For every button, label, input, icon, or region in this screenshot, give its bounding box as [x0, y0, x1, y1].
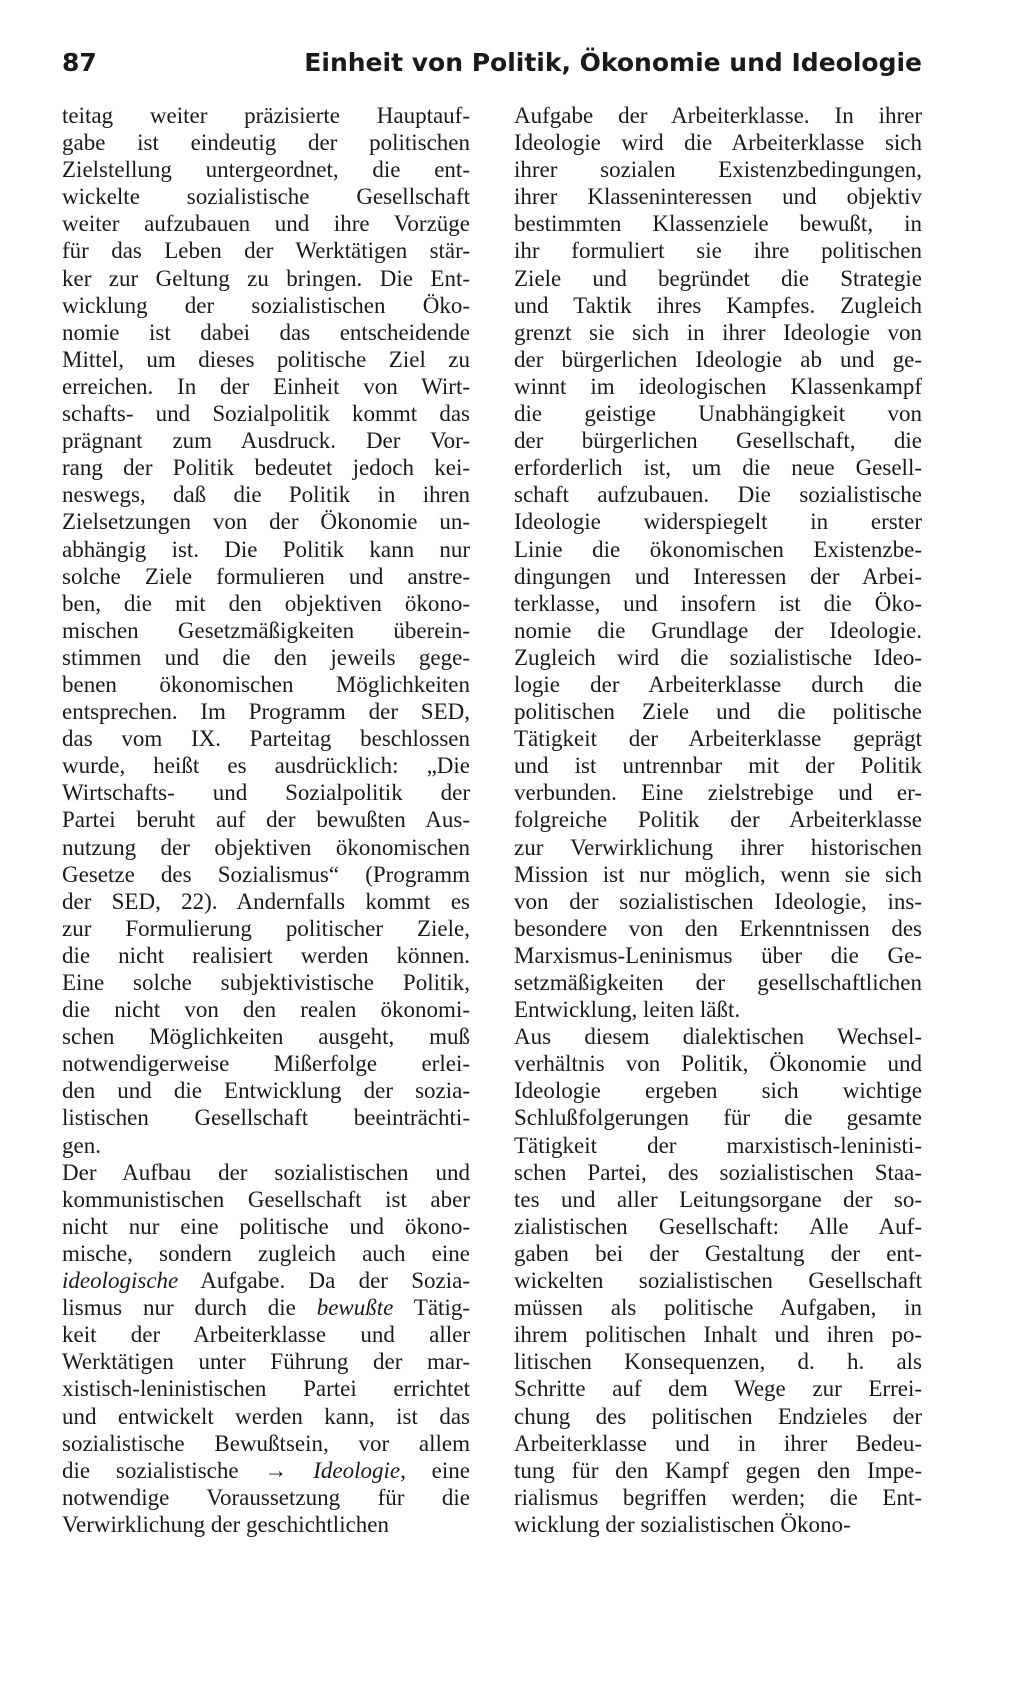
text-line: listischen Gesellschaft beeinträchti- — [62, 1105, 470, 1131]
text-line: gen. — [62, 1132, 101, 1158]
text-line: nomie ist dabei das entscheidende — [62, 319, 470, 345]
text-line: ihrer sozialen Existenzbedingungen, — [514, 157, 922, 183]
page-number: 87 — [62, 48, 97, 77]
text-line: nicht nur eine politische und ökono- — [62, 1213, 470, 1239]
text-line: müssen als politische Aufgaben, in — [514, 1295, 922, 1321]
running-title: Einheit von Politik, Ökonomie und Ideologie — [304, 48, 922, 77]
text-segment: Aufgabe. Da der Sozia- — [178, 1268, 470, 1294]
text-line: wurde, heißt es ausdrücklich: „Die — [62, 753, 470, 779]
text-line: Aus diesem dialektischen Wechsel- — [514, 1024, 922, 1050]
text-line: wickelten sozialistischen Gesellschaft — [514, 1268, 922, 1294]
text-line: Ideologie widerspiegelt in erster — [514, 509, 922, 535]
text-line: solche Ziele formulieren und anstre- — [62, 563, 470, 589]
text-line: tung für den Kampf gegen den Impe- — [514, 1457, 922, 1483]
text-line: von der sozialistischen Ideologie, ins- — [514, 888, 922, 914]
text-line: Marxismus-Leninismus über die Ge- — [514, 942, 922, 968]
text-line: politischen Ziele und die politische — [514, 699, 922, 725]
text-line: Aufgabe der Arbeiterklasse. In ihrer — [514, 103, 922, 128]
text-line: notwendige Voraussetzung für die — [62, 1484, 470, 1510]
text-line: Wirtschafts- und Sozialpolitik der — [62, 780, 470, 806]
text-line: Eine solche subjektivistische Politik, — [62, 970, 470, 995]
text-line: terklasse, und insofern ist die Öko- — [514, 590, 922, 616]
text-line: notwendigerweise Mißerfolge erlei- — [62, 1051, 470, 1077]
text-line: schen Partei, des sozialistischen Staa- — [514, 1159, 922, 1185]
text-line: chung des politischen Endzieles der — [514, 1403, 922, 1429]
text-line: gaben bei der Gestaltung der ent- — [514, 1240, 922, 1266]
text-line: kommunistischen Gesellschaft ist aber — [62, 1186, 470, 1212]
text-line: ihrer Klasseninteressen und objektiv — [514, 184, 922, 210]
text-line: sozialistische Bewußtsein, vor allem — [62, 1430, 470, 1456]
text-line: Entwicklung, leiten läßt. — [514, 997, 741, 1023]
text-line: schafts- und Sozialpolitik kommt das — [62, 401, 470, 427]
text-line: Tätigkeit der marxistisch-leninisti- — [514, 1132, 922, 1158]
text-line: zur Verwirklichung ihrer historischen — [514, 834, 922, 860]
emphasized-word: bewußte — [316, 1295, 394, 1321]
text-line: bestimmten Klassenziele bewußt, in — [514, 211, 922, 237]
right-column — [514, 102, 922, 1538]
text-line: wicklung der sozialistischen Öko- — [62, 292, 470, 318]
text-line: ker zur Geltung zu bringen. Die Ent- — [62, 265, 470, 291]
text-line: Mittel, um dieses politische Ziel zu — [62, 346, 470, 372]
text-line: Mission ist nur möglich, wenn sie sich — [514, 861, 922, 887]
text-line: nutzung der objektiven ökonomischen — [62, 834, 470, 860]
text-line: erforderlich ist, um die neue Gesell- — [514, 455, 922, 481]
emphasized-word: Ideologie, — [313, 1457, 406, 1483]
text-line: Der Aufbau der sozialistischen und — [62, 1159, 470, 1185]
text-line: Ideologie wird die Arbeiterklasse sich — [514, 130, 922, 156]
text-line: ben, die mit den objektiven ökono- — [62, 590, 470, 616]
text-line: gabe ist eindeutig der politischen — [62, 130, 470, 156]
text-line: nomie die Grundlage der Ideologie. — [514, 617, 922, 643]
text-line: der bürgerlichen Gesellschaft, die — [514, 428, 922, 454]
text-line: ihr formuliert sie ihre politischen — [514, 238, 922, 264]
text-line: die nicht von den realen ökonomi- — [62, 997, 470, 1023]
text-line: Zielsetzungen von der Ökonomie un- — [62, 509, 470, 535]
text-line: Tätigkeit der Arbeiterklasse geprägt — [514, 726, 922, 752]
text-line: dingungen und Interessen der Arbei- — [514, 563, 922, 589]
text-line: tes und aller Leitungsorgane der so- — [514, 1186, 922, 1212]
text-line: schen Möglichkeiten ausgeht, muß — [62, 1024, 470, 1050]
text-line: besondere von den Erkenntnissen des — [514, 915, 922, 941]
text-line: Verwirklichung der geschichtlichen — [62, 1511, 389, 1537]
text-line: und ist untrennbar mit der Politik — [514, 753, 922, 779]
text-line: folgreiche Politik der Arbeiterklasse — [514, 807, 922, 833]
text-line: logie der Arbeiterklasse durch die — [514, 671, 922, 697]
text-line: Zugleich wird die sozialistische Ideo- — [514, 644, 922, 670]
text-line: rialismus begriffen werden; die Ent- — [514, 1484, 922, 1510]
text-line: abhängig ist. Die Politik kann nur — [62, 536, 470, 562]
text-line: zialistischen Gesellschaft: Alle Auf- — [514, 1213, 922, 1239]
text-line: teitag weiter präzisierte Hauptauf- — [62, 103, 470, 128]
text-line: ihrem politischen Inhalt und ihren po- — [514, 1322, 922, 1348]
text-line: den und die Entwicklung der sozia- — [62, 1078, 470, 1104]
text-line — [62, 1457, 470, 1484]
text-line: prägnant zum Ausdruck. Der Vor- — [62, 428, 470, 454]
text-line: entsprechen. Im Programm der SED, — [62, 699, 470, 725]
text-line: Ideologie ergeben sich wichtige — [514, 1078, 922, 1104]
left-column — [62, 102, 470, 1538]
text-line: der bürgerlichen Ideologie ab und ge- — [514, 346, 922, 372]
text-segment: die sozialistische → — [62, 1457, 314, 1483]
text-segment: Tätig- — [393, 1295, 470, 1321]
text-line — [62, 1294, 470, 1321]
text-line: winnt im ideologischen Klassenkampf — [514, 373, 922, 399]
text-line: Linie die ökonomischen Existenzbe- — [514, 536, 922, 562]
text-line: neswegs, daß die Politik in ihren — [62, 482, 470, 508]
emphasized-word: ideologische — [62, 1268, 179, 1294]
text-segment: lismus nur durch die — [62, 1295, 317, 1321]
text-line: die geistige Unabhängigkeit von — [514, 401, 922, 427]
text-line: Arbeiterklasse und in ihrer Bedeu- — [514, 1430, 922, 1456]
text-line: keit der Arbeiterklasse und aller — [62, 1322, 470, 1348]
text-line: setzmäßigkeiten der gesellschaftlichen — [514, 970, 922, 995]
text-line: der SED, 22). Andernfalls kommt es — [62, 888, 470, 914]
text-line: wickelte sozialistische Gesellschaft — [62, 184, 470, 210]
text-line: schaft aufzubauen. Die sozialistische — [514, 482, 922, 508]
text-line: die nicht realisiert werden können. — [62, 942, 470, 968]
text-line: stimmen und die den jeweils gege- — [62, 644, 470, 670]
text-line: mische, sondern zugleich auch eine — [62, 1240, 470, 1266]
text-line: und entwickelt werden kann, ist das — [62, 1403, 470, 1429]
text-line: erreichen. In der Einheit von Wirt- — [62, 373, 470, 399]
text-line: Ziele und begründet die Strategie — [514, 265, 922, 291]
text-line: rang der Politik bedeutet jedoch kei- — [62, 455, 470, 481]
text-line: Schlußfolgerungen für die gesamte — [514, 1105, 922, 1131]
page-header — [62, 44, 922, 84]
text-line — [62, 1267, 470, 1294]
text-line: Gesetze des Sozialismus“ (Programm — [62, 861, 470, 887]
text-line: Zielstellung untergeordnet, die ent- — [62, 157, 470, 183]
text-line: Werktätigen unter Führung der mar- — [62, 1349, 470, 1375]
text-line: zur Formulierung politischer Ziele, — [62, 915, 470, 941]
text-line: das vom IX. Parteitag beschlossen — [62, 726, 470, 752]
text-line: wicklung der sozialistischen Ökono- — [514, 1511, 851, 1537]
text-line: xistisch-leninistischen Partei errichtet — [62, 1376, 470, 1402]
text-line: grenzt sie sich in ihrer Ideologie von — [514, 319, 922, 345]
text-line: Partei beruht auf der bewußten Aus- — [62, 807, 470, 833]
text-line: und Taktik ihres Kampfes. Zugleich — [514, 292, 922, 318]
text-line: mischen Gesetzmäßigkeiten überein- — [62, 617, 470, 643]
text-line: weiter aufzubauen und ihre Vorzüge — [62, 211, 470, 237]
text-line: verhältnis von Politik, Ökonomie und — [514, 1051, 922, 1077]
text-line: verbunden. Eine zielstrebige und er- — [514, 780, 922, 806]
text-line: für das Leben der Werktätigen stär- — [62, 238, 470, 264]
text-line: Schritte auf dem Wege zur Errei- — [514, 1376, 922, 1402]
text-line: litischen Konsequenzen, d. h. als — [514, 1349, 922, 1375]
text-segment: eine — [405, 1457, 470, 1483]
text-line: benen ökonomischen Möglichkeiten — [62, 671, 470, 697]
